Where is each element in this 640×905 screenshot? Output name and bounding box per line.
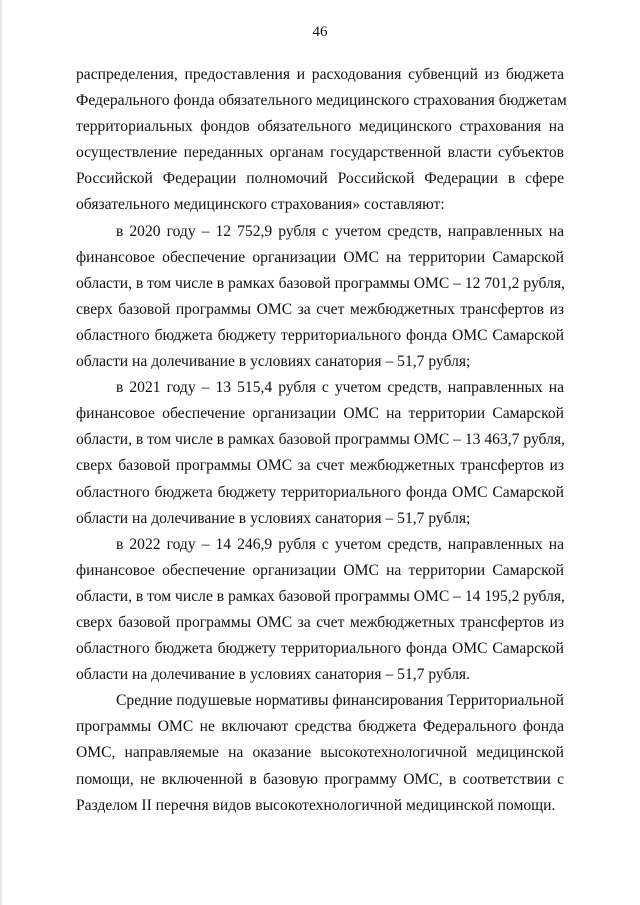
text-line: Разделом II перечня видов высокотехнологичной медицинской помощи. bbox=[76, 796, 556, 814]
text-line: области на долечивание в условиях санатория – 51,7 рубля. bbox=[76, 666, 470, 684]
text-line: финансовое обеспечение организации ОМС на территории Самарской bbox=[76, 561, 564, 579]
text-line: в 2020 году – 12 752,9 рубля с учетом средств, направленных на bbox=[116, 222, 564, 240]
text-line: сверх базовой программы ОМС за счет межбюджетных трансфертов из bbox=[76, 613, 564, 631]
paragraph-intro bbox=[76, 62, 567, 219]
text-line: Федерального фонда обязательного медицинского страхования бюджетам bbox=[76, 92, 567, 110]
text-line: области на долечивание в условиях санатория – 51,7 рубля; bbox=[76, 353, 471, 371]
paragraph-2021 bbox=[76, 375, 564, 532]
text-line: в 2021 году – 13 515,4 рубля с учетом средств, направленных на bbox=[116, 379, 564, 397]
text-line: распределения, предоставления и расходования субвенций из бюджета bbox=[76, 66, 564, 83]
text-line: областного бюджета бюджету территориального фонда ОМС Самарской bbox=[76, 640, 564, 658]
text-line: в 2022 году – 14 246,9 рубля с учетом средств, направленных на bbox=[116, 535, 564, 553]
text-line: сверх базовой программы ОМС за счет межбюджетных трансфертов из bbox=[76, 457, 564, 475]
text-line: областного бюджета бюджету территориального фонда ОМС Самарской bbox=[76, 326, 564, 344]
paragraph-2020 bbox=[76, 219, 564, 376]
scan-edge bbox=[0, 0, 2, 905]
text-line: ОМС, направляемые на оказание высокотехнологичной медицинской bbox=[76, 744, 564, 762]
text-line: территориальных фондов обязательного медицинского страхования на bbox=[76, 118, 564, 136]
paragraph-2022 bbox=[76, 532, 564, 689]
paragraph-per-capita-norms bbox=[76, 688, 564, 818]
text-line: Средние подушевые нормативы финансирования Территориальной bbox=[116, 692, 564, 710]
text-line: области, в том числе в рамках базовой программы ОМС – 13 463,7 рубля, bbox=[76, 431, 565, 449]
text-line: сверх базовой программы ОМС за счет межбюджетных трансфертов из bbox=[76, 300, 564, 318]
text-line: финансовое обеспечение организации ОМС на территории Самарской bbox=[76, 405, 564, 423]
document-body bbox=[76, 62, 567, 819]
text-line: областного бюджета бюджету территориального фонда ОМС Самарской bbox=[76, 483, 564, 501]
text-line: осуществление переданных органам государственной власти субъектов bbox=[76, 144, 564, 162]
text-line: области, в том числе в рамках базовой программы ОМС – 14 195,2 рубля, bbox=[76, 587, 565, 605]
text-line: программы ОМС не включают средства бюджета Федерального фонда bbox=[76, 718, 564, 736]
text-line: финансовое обеспечение организации ОМС на территории Самарской bbox=[76, 248, 564, 266]
text-line: Российской Федерации полномочий Российской Федерации в сфере bbox=[76, 170, 564, 188]
page-number: 46 bbox=[312, 24, 328, 40]
text-line: области, в том числе в рамках базовой программы ОМС – 12 701,2 рубля, bbox=[76, 274, 565, 292]
text-line: области на долечивание в условиях санатория – 51,7 рубля; bbox=[76, 509, 471, 527]
text-line: помощи, не включенной в базовую программу ОМС, в соответствии с bbox=[76, 770, 564, 788]
text-line: обязательного медицинского страхования» составляют: bbox=[76, 196, 445, 214]
